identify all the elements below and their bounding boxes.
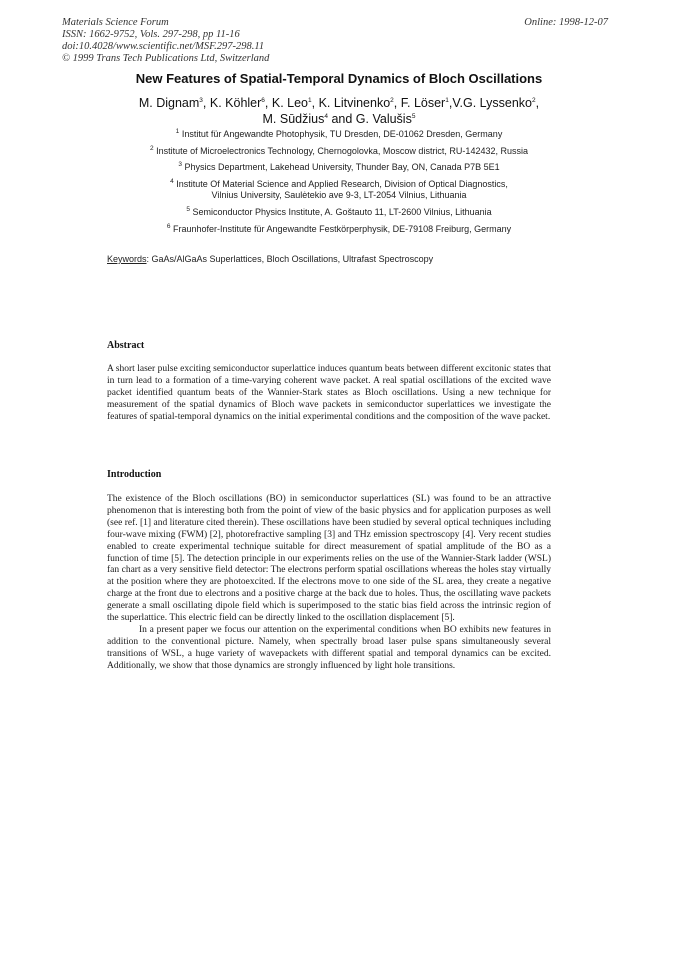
introduction-heading: Introduction xyxy=(107,469,162,480)
affiliation: $^3$ Physics Department, Lakehead University, Thunder Bay, ON, Canada P7B 5E1 xyxy=(178,161,500,173)
author-line-2 xyxy=(60,111,618,127)
journal-name: Materials Science Forum xyxy=(62,17,169,28)
author: K. Litvinenko$^2$, xyxy=(318,96,401,110)
doi-line[interactable]: doi:10.4028/www.scientific.net/MSF.297-298.11 xyxy=(62,41,265,52)
affiliation: $^2$ Institute of Microelectronics Technology, Chernogolovka, Moscow district, RU-142432, Russia xyxy=(150,144,528,156)
author: F. Löser$^1$, xyxy=(400,96,453,110)
copyright-line: © 1999 Trans Tech Publications Ltd, Switzerland xyxy=(62,53,270,64)
author: K. Leo$^1$, xyxy=(271,96,319,110)
author: M. Sūdžius$^4$ and xyxy=(262,112,356,126)
affiliation: $^6$ Fraunhofer-Institute für Angewandte Festkörperphysik, DE-79108 Freiburg, Germany xyxy=(166,222,512,234)
affiliation-list xyxy=(40,129,638,240)
author: K. Köhler$^6$, xyxy=(209,96,272,110)
abstract-body xyxy=(107,364,551,424)
affiliation: $^1$ Institut für Angewandte Photophysik, TU Dresden, DE-01062 Dresden, Germany xyxy=(175,128,503,139)
issn-line: ISSN: 1662-9752, Vols. 297-298, pp 11-16 xyxy=(62,29,240,40)
author: G. Valušis$^5$ xyxy=(355,112,416,126)
introduction-body xyxy=(107,494,551,673)
author-list xyxy=(60,95,618,127)
keywords-label: Keywords xyxy=(107,254,147,264)
journal-header xyxy=(62,17,269,65)
keywords-text: : GaAs/AlGaAs Superlattices, Bloch Oscillations, Ultrafast Spectroscopy xyxy=(146,254,434,264)
affiliation: $^5$ Semiconductor Physics Institute, A. Goštauto 11, LT-2600 Vilnius, Lithuania xyxy=(186,206,492,218)
introduction-paragraph-2: In a present paper we focus our attention on the experimental conditions when BO exhibits new features in addition to the conventional picture. Namely, when spectrally broad laser pulse spans simultaneously several transitions of WSL, a huge variety of wavepackets with different spatial and temporal dynamics can be excited. Additionally, we show that those dynamics are strongly influenced by light hole transitions. xyxy=(107,624,551,671)
author: M. Dignam$^3$, xyxy=(138,96,210,110)
introduction-paragraph-1: The existence of the Bloch oscillations (BO) in semiconductor superlattices (SL) was found to be an attractive phenomenon that is interesting both from the point of view of the basic physics and for application purposes as well (see ref. [1] and literature cited therein). These oscillations have been studied by several optical techniques including four-wave mixing (FWM) [2], photorefractive sampling [3] and THz emission spectroscopy [4]. Very recent studies enabled to create experimental technique suitable for direct measurement of spatial amplitude of the BO as a function of time [5]. The detection principle in our experiments relies on the use of the Wannier-Stark ladder (WSL) fan chart as a very sensitive field detector: The electrons perform spatial oscillations whereas the holes stay virtually at the position where they are photoexcited. If the electrons move to one side of the SL area, they create a negative charge at the front due to electrons and a positive charge at the back due to holes. Thus, the oscillating wave packets generate a small oscillating dipole field which is superimposed to the static bias field across the intrinsic region of the superlattice. This electric field can be directly linked to the oscillation displacement [5]. xyxy=(107,494,551,624)
author-line-1 xyxy=(60,95,618,111)
affiliation: $^4$ Institute Of Material Science and Applied Research, Division of Optical Diagnostics, Vilnius University, Saulėtekio ave 9-3, LT-2054 Vilnius, Lithuania xyxy=(170,178,508,201)
paper-title: New Features of Spatial-Temporal Dynamics of Bloch Oscillations xyxy=(135,71,543,86)
author: V.G. Lyssenko$^2$, xyxy=(452,96,540,110)
abstract-heading: Abstract xyxy=(107,340,145,351)
keywords xyxy=(107,254,433,264)
abstract-paragraph: A short laser pulse exciting semiconductor superlattice induces quantum beats between different excitonic states that in turn lead to a formation of a time-varying coherent wave packet. A real spatial oscillations of the excited wave packet identified quantum beats of the Wannier-Stark states as Bloch oscillations. Using a new technique for measurement of the spatial dynamics of Bloch wave packets in semiconductor superlattices we investigate the features of spatial-temporal dynamics on the initial experimental conditions and the composition of the wave packet. xyxy=(107,364,551,422)
online-date: Online: 1998-12-07 xyxy=(524,17,608,28)
